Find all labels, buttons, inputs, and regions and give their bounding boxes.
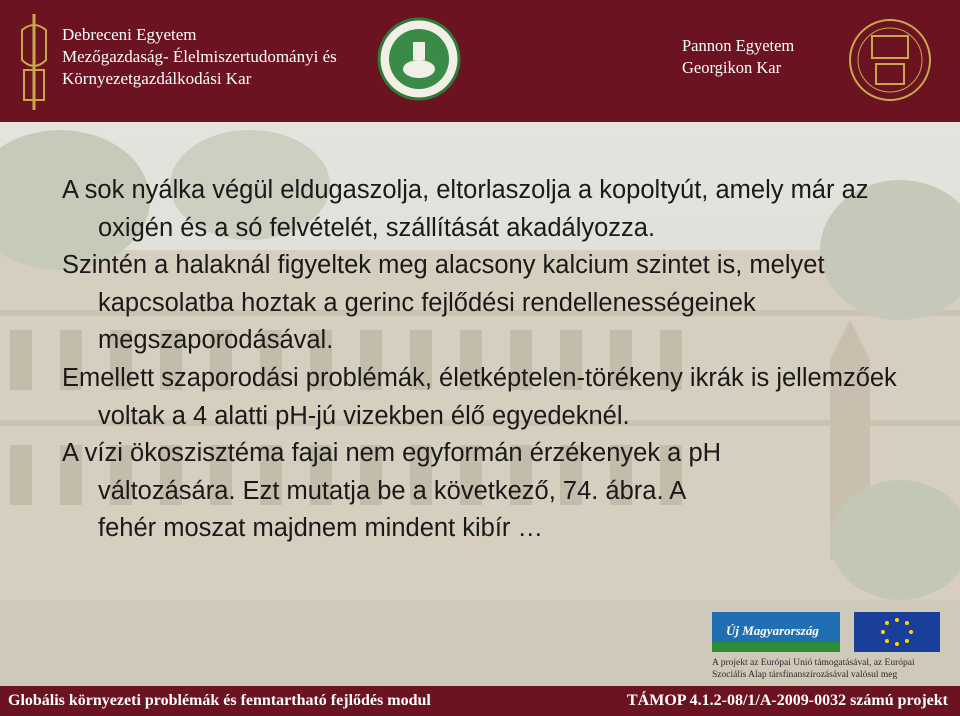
- header-bar: [0, 0, 960, 122]
- pannon-university-seal-icon: [846, 14, 934, 106]
- faculty-seal-icon: [376, 14, 462, 104]
- badge-title: Új Magyarország: [726, 623, 819, 638]
- header-right-line: Pannon Egyetem: [682, 36, 795, 55]
- body-paragraph: A vízi ökoszisztéma fajai nem egyformán érzékenyek a pH változására. Ezt mutatja be a következő, 74. ábra. A fehér moszat majdnem mindent kibír …: [62, 439, 722, 543]
- header-right-institution: [682, 35, 794, 79]
- header-left-line: Mezőgazdaság- Élelmiszertudományi és: [62, 47, 337, 66]
- badge-caption: [712, 657, 952, 681]
- header-right-line: Georgikon Kar: [682, 58, 782, 77]
- footer-module-title: Globális környezeti problémák és fenntartható fejlődés modul: [8, 692, 431, 709]
- header-left-line: Környezetgazdálkodási Kar: [62, 69, 252, 88]
- header-left-institution: [62, 24, 337, 90]
- body-paragraph: Emellett szaporodási problémák, életképtelen-törékeny ikrák is jellemzőek voltak a 4 alatti pH-jú vizekben élő egyedeknél.: [62, 363, 897, 430]
- badge-caption-line: Szociális Alap társfinanszírozásával valósul meg: [712, 670, 898, 680]
- header-left-line: Debreceni Egyetem: [62, 25, 197, 44]
- footer-project-id: TÁMOP 4.1.2-08/1/A-2009-0032 számú projekt: [626, 692, 948, 709]
- footer-bar: [0, 686, 960, 716]
- slide-body: [62, 172, 942, 548]
- body-paragraph: A sok nyálka végül eldugaszolja, eltorlaszolja a kopoltyút, amely már az oxigén és a só felvételét, szállítását akadályozza.: [62, 176, 869, 242]
- body-paragraph: Szintén a halaknál figyeltek meg alacsony kalcium szintet is, melyet kapcsolatba hoztak a gerinc fejlődési rendellenességeinek megszaporodásával.: [62, 251, 825, 355]
- university-crest-left-icon: [14, 10, 54, 114]
- badge-caption-line: A projekt az Európai Unió támogatásával, az Európai: [712, 658, 915, 668]
